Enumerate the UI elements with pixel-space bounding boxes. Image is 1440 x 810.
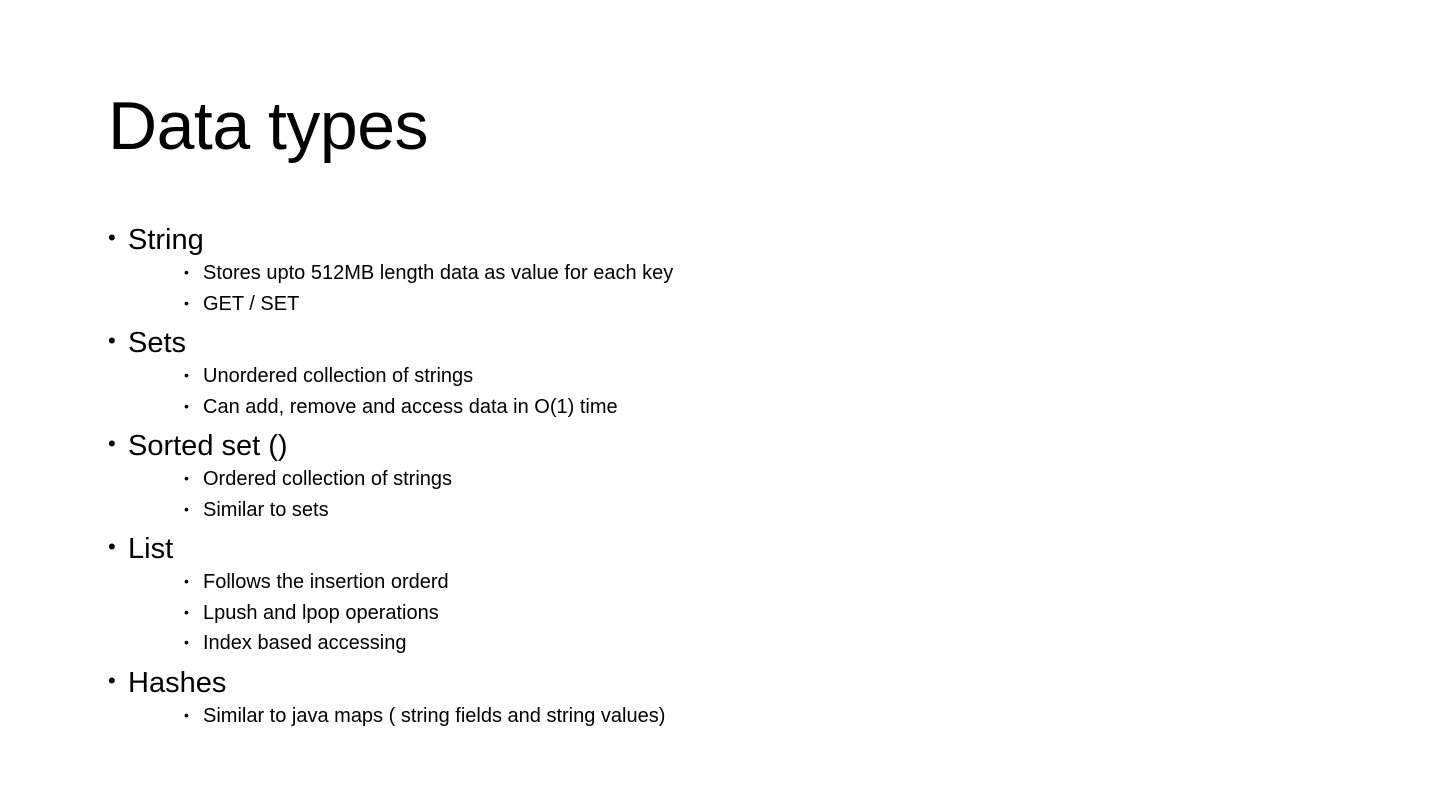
section-string xyxy=(108,222,1308,258)
list-item xyxy=(108,289,1308,320)
bullet-icon: • xyxy=(184,264,189,280)
list-item xyxy=(108,567,1308,598)
section-list xyxy=(108,531,1308,567)
slide-title: Data types xyxy=(108,88,429,164)
bullet-icon: • xyxy=(184,500,189,517)
section-list-items xyxy=(108,567,1308,659)
section-hashes-items xyxy=(108,701,1308,732)
section-label: Hashes xyxy=(128,666,227,699)
list-item xyxy=(108,464,1308,495)
list-item-text: Unordered collection of strings xyxy=(203,365,474,387)
section-sets xyxy=(108,325,1308,361)
bullet-icon: • xyxy=(184,367,189,383)
list-item-text: Can add, remove and access data in O(1) time xyxy=(203,395,618,418)
section-label: String xyxy=(128,224,204,256)
list-item xyxy=(108,598,1308,629)
list-item xyxy=(108,361,1308,392)
bullet-icon: • xyxy=(184,634,189,650)
bullet-icon: • xyxy=(108,431,116,456)
list-item-text: Lpush and lpop operations xyxy=(203,601,439,624)
section-sorted-set xyxy=(108,428,1308,464)
section-sorted-set-items xyxy=(108,464,1308,525)
section-string-items xyxy=(108,258,1308,319)
list-item-text: Similar to sets xyxy=(203,498,329,521)
bullet-icon: • xyxy=(108,225,116,250)
list-item-text: Stores upto 512MB length data as value for each key xyxy=(203,262,674,284)
list-item-text: GET / SET xyxy=(203,292,300,315)
bullet-icon: • xyxy=(108,667,116,693)
bullet-icon: • xyxy=(184,470,189,486)
list-item-text: Similar to java maps ( string fields and string values) xyxy=(203,704,666,727)
list-item xyxy=(108,392,1308,423)
section-sets-items xyxy=(108,361,1308,422)
bullet-list xyxy=(108,222,1308,731)
bullet-icon: • xyxy=(184,397,189,414)
list-item xyxy=(108,495,1308,526)
section-label: List xyxy=(128,533,174,565)
list-item xyxy=(108,701,1308,732)
section-label: Sets xyxy=(128,327,187,359)
bullet-icon: • xyxy=(184,603,189,620)
bullet-icon: • xyxy=(108,328,116,353)
bullet-icon: • xyxy=(184,294,189,311)
list-item-text: Ordered collection of strings xyxy=(203,468,453,490)
list-item-text: Follows the insertion orderd xyxy=(203,571,449,593)
bullet-icon: • xyxy=(184,573,189,589)
section-hashes xyxy=(108,665,1308,701)
list-item-text: Index based accessing xyxy=(203,632,407,654)
bullet-icon: • xyxy=(184,706,189,723)
list-item xyxy=(108,628,1308,659)
section-label: Sorted set () xyxy=(128,430,288,462)
list-item xyxy=(108,258,1308,289)
bullet-icon: • xyxy=(108,534,116,559)
